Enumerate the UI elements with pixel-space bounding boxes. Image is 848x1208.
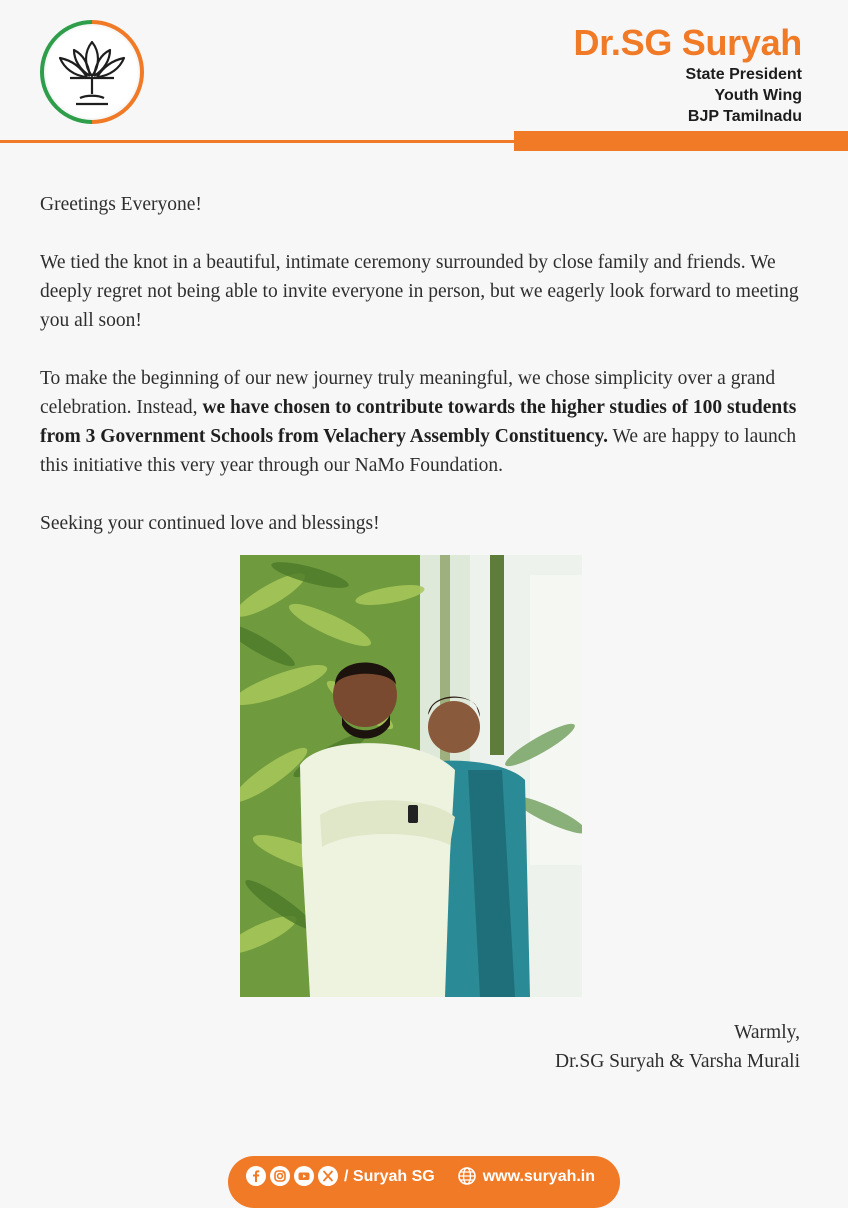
x-icon[interactable] (318, 1166, 338, 1186)
signatories: Dr.SG Suryah & Varsha Murali (555, 1051, 800, 1072)
facebook-icon[interactable] (246, 1166, 266, 1186)
paragraph-initiative-start: To make the beginning of our new journey truly meaningful, we chose simplicity over a grand celebration. Instead, (40, 368, 776, 418)
greeting: Greetings Everyone! (40, 194, 202, 215)
author-title-line-2: Youth Wing (714, 87, 802, 104)
social-handle[interactable]: / Suryah SG (344, 1168, 435, 1185)
party-logo (40, 20, 144, 124)
paragraph-initiative (40, 364, 810, 480)
instagram-icon[interactable] (270, 1166, 290, 1186)
couple-photo (240, 555, 582, 997)
letter-body (40, 190, 810, 562)
signature-block (555, 1018, 800, 1076)
paragraph-wedding: We tied the knot in a beautiful, intimate ceremony surrounded by close family and friends. We deeply regret not being able to invite everyone in person, but we eagerly look forward to meeting you all soon! (40, 252, 799, 331)
footer-contact-bar (228, 1156, 620, 1208)
header-identity (574, 22, 802, 127)
closing-line: Seeking your continued love and blessings! (40, 513, 380, 534)
social-icons (246, 1166, 342, 1186)
author-title-line-1: State President (685, 66, 802, 83)
globe-icon (457, 1166, 477, 1186)
header-divider-thick (514, 131, 848, 151)
signoff: Warmly, (734, 1022, 800, 1043)
author-name: Dr.SG Suryah (573, 22, 802, 63)
youtube-icon[interactable] (294, 1166, 314, 1186)
author-title-line-3: BJP Tamilnadu (687, 108, 802, 125)
website-link[interactable]: www.suryah.in (482, 1168, 596, 1185)
header-divider-thin (0, 140, 514, 143)
paragraph-initiative-end: We are happy to launch this initiative this very year through our NaMo Foundation. (40, 426, 797, 476)
paragraph-initiative-highlight: we have chosen to contribute towards the higher studies of 100 students from 3 Government Schools from Velachery Assembly Constituency. (40, 397, 797, 447)
